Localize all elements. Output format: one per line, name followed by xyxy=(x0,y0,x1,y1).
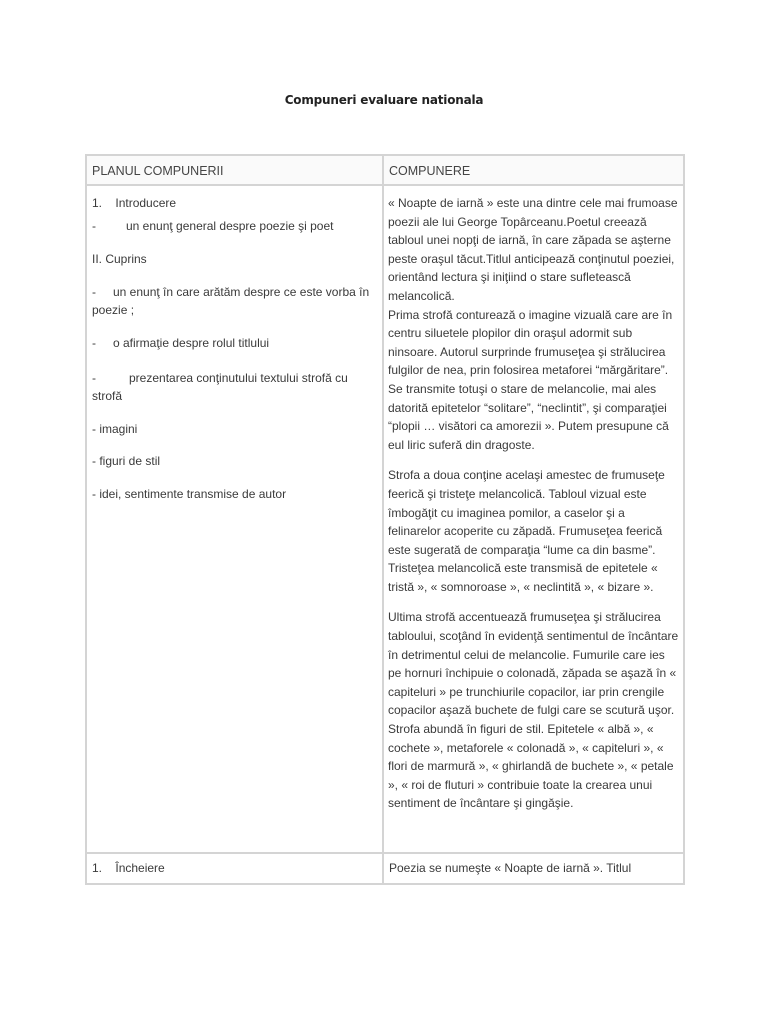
bullet-dash: - xyxy=(92,218,96,233)
page-title: Compuneri evaluare nationala xyxy=(284,93,484,107)
plan-intro xyxy=(92,194,378,213)
plan-conclusion-number: 1. xyxy=(92,861,103,875)
header-plan-label: PLANUL COMPUNERII xyxy=(92,164,224,178)
composition-paragraph-1: « Noapte de iarnă » este una dintre cele mai frumoase poezii ale lui George Topârceanu.Poetul creează tabloul unei nopţi de iarnă, în care zăpada se aşterne peste oraşul tăcut.Titlul anticipează conţinutul poeziei, orientând lectura şi iniţiind o stare sufletească melancolică. xyxy=(388,196,678,303)
plan-item-5: - figuri de stil xyxy=(92,454,161,469)
plan-item-1-text: un enunţ în care arătăm despre ce este vorba în poezie ; xyxy=(92,284,370,318)
composition-paragraph-4: Ultima strofă accentuează frumuseţea şi strălucirea tabloului, scoţând în evidenţă sentimentul de încântare în detrimentul celui de melancolie. Fumurile care ies pe hornuri închipuie o colonadă, zăpada se aşază în « capiteluri » pe trunchiurile copacilor, iar prin crengile copacilor aşază buchete de fulgi care se scutură uşor. Strofa abundă în figuri de stil. Epitetele « albă », « cochete », metaforele « colonadă », « capiteluri », « flori de marmură », « ghirlandă de buchete », « petale », « roi de fluturi » contribuie toate la crearea unui sentiment de încântare şi gingăşie. xyxy=(388,610,679,811)
bullet-dash: - xyxy=(92,370,96,385)
composition-conclusion-text: Poezia se numeşte « Noapte de iarnă ». Titlul xyxy=(389,861,632,875)
plan-conclusion xyxy=(87,854,382,878)
plan-item-3-text: prezentarea conţinutului textului strofă cu strofă xyxy=(92,370,348,404)
composition-conclusion-cell xyxy=(383,853,684,884)
plan-item-4: - imagini xyxy=(92,421,138,436)
plan-conclusion-cell xyxy=(86,853,383,884)
composition-table xyxy=(85,154,685,885)
header-cell-plan xyxy=(86,155,383,185)
plan-cell xyxy=(86,185,383,853)
header-composition-label: COMPUNERE xyxy=(389,164,471,178)
plan-item-2-text: o afirmaţie despre rolul titlului xyxy=(113,335,270,350)
plan-item-2 xyxy=(92,334,378,353)
plan-intro-item xyxy=(92,217,378,236)
header-cell-composition xyxy=(383,155,684,185)
plan-intro-label: Introducere xyxy=(115,196,177,210)
composition-cell xyxy=(383,185,684,853)
plan-item-6: - idei, sentimente transmise de autor xyxy=(92,486,287,501)
bullet-dash: - xyxy=(92,284,96,299)
plan-cuprins-label: II. Cuprins xyxy=(92,252,147,267)
composition-paragraph-2: Prima strofă conturează o imagine vizuală care are în centru siluetele plopilor din oraşul adormit sub ninsoare. Autorul surprinde frumuseţea şi strălucirea fulgilor de nea, prin folosirea metaforei “mărgăritare”. Se transmite totuşi o stare de melancolie, mai ales datorită epitetelor “solitare”, “neclintit”, şi comparaţiei “plopii … visători ca amorezii ». Putem presupune că eul liric suferă din dragoste. xyxy=(388,307,673,452)
plan-item-1 xyxy=(92,283,378,320)
table-header-row xyxy=(86,155,684,185)
plan-intro-number: 1. xyxy=(92,196,103,210)
table-row-conclusion xyxy=(86,853,684,884)
bullet-dash: - xyxy=(92,335,96,350)
plan-conclusion-label: Încheiere xyxy=(115,861,165,875)
composition-paragraph-3: Strofa a doua conţine acelaşi amestec de frumuseţe feerică şi tristeţe melancolică. Tabloul vizual este îmbogăţit cu imaginea pomilor, a caselor şi a felinarelor acoperite cu zăpadă. Frumuseţea feerică este sugerată de comparaţia “lume ca din basme”. Tristeţea melancolică este transmisă de epitetele « tristă », « somnoroase », « neclintită », « bizare ». xyxy=(388,468,665,594)
table-row xyxy=(86,185,684,853)
plan-intro-item-text: un enunţ general despre poezie şi poet xyxy=(126,218,334,233)
plan-item-3 xyxy=(92,369,378,406)
